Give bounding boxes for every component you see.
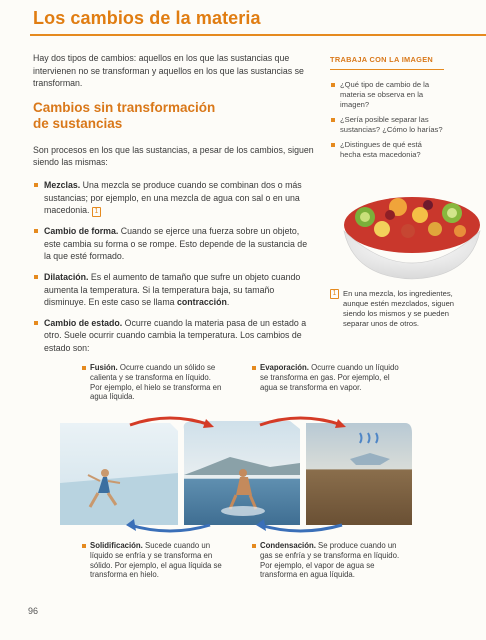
term-mezclas: Mezclas. <box>44 179 81 190</box>
condensacion-label: Condensación. <box>260 541 316 550</box>
sidebar-question: ¿Sería posible separar las sustancias? ¿Cómo lo harías? <box>330 115 444 135</box>
solidificacion-text <box>82 541 228 580</box>
main-text-column <box>33 52 315 363</box>
dry-land-scene <box>306 423 412 525</box>
condensacion-desc: Se produce cuando un gas se enfría y se transforma en líquido. Por ejemplo, el vapor de agua se transforma en agua líquida. <box>260 541 400 580</box>
condensacion-text <box>252 541 406 580</box>
term-contraccion: contracción <box>177 297 227 308</box>
title-bar <box>0 0 486 40</box>
sidebar-heading: TRABAJA CON LA IMAGEN <box>330 55 444 70</box>
evaporacion-text <box>252 363 402 392</box>
fruit-salad-image <box>320 185 486 283</box>
solidificacion-desc: Sucede cuando un líquido se enfría y se transforma en sólido. Por ejemplo, el agua líquida se transforma en hielo. <box>90 541 222 580</box>
states-photo-strip <box>60 413 415 533</box>
text-dilatacion-end: . <box>226 297 230 308</box>
fusion-text <box>82 363 222 402</box>
section-lead: Son procesos en los que las sustancias, a pesar de los cambios, siguen siendo las mismas: <box>33 144 314 168</box>
text-cambio-forma: Cuando se ejerce una fuerza sobre un objeto, este cambia su forma o se rompe. Esto depende de la sustancia de la que esté formado. <box>44 226 308 262</box>
list-item-cambio-forma <box>33 225 315 263</box>
term-dilatacion: Dilatación. <box>44 271 89 282</box>
intro-paragraph: Hay dos tipos de cambios: aquellos en los que las sustancias que intervienen no se transforman y aquellos en los que las sustancias se transforman. <box>33 53 304 89</box>
sidebar-work-with-image <box>330 55 444 165</box>
solidificacion-label: Solidificación. <box>90 541 143 550</box>
arrow-condensacion <box>260 525 342 531</box>
fusion-label: Fusión. <box>90 363 118 372</box>
fusion-desc: Ocurre cuando un sólido se calienta y se transforma en líquido. Por ejemplo, el hielo se transforma en agua líquida. <box>90 363 222 402</box>
list-item-cambio-estado <box>33 317 315 355</box>
section-heading-line2: de sustancias <box>33 115 123 131</box>
text-dilatacion: Es el aumento de tamaño que sufre un objeto cuando aumenta la temperatura. Si la temperatura baja, su tamaño disminuye. En este caso se llama <box>44 271 301 308</box>
arrow-solidificacion <box>130 525 210 531</box>
title-rule <box>30 34 486 36</box>
figure-ref-badge: 1 <box>92 207 101 217</box>
caption-text: En una mezcla, los ingredientes, aunque estén mezclados, siguen siendo los mismos y se pueden separar unos de otros. <box>343 289 455 328</box>
page-title: Los cambios de la materia <box>33 8 261 28</box>
text-cambio-estado: Ocurre cuando la materia pasa de un estado a otro. Suele ocurrir cuando cambia la temperatura. Los cambios de estado son: <box>44 317 307 353</box>
term-cambio-estado: Cambio de estado. <box>44 317 123 328</box>
figure-caption <box>330 289 458 329</box>
sidebar-question: ¿Distingues de qué está hecha esta macedonia? <box>330 140 444 160</box>
term-cambio-forma: Cambio de forma. <box>44 226 119 237</box>
evaporacion-label: Evaporación. <box>260 363 309 372</box>
sidebar-question: ¿Qué tipo de cambio de la materia se observa en la imagen? <box>330 80 444 110</box>
text-mezclas: Una mezcla se produce cuando se combinan dos o más sustancias; por ejemplo, en una mezcla de agua con sal o en una macedonia. <box>44 179 302 216</box>
list-item-mezclas <box>33 179 315 217</box>
evaporacion-desc: Ocurre cuando un líquido se transforma en gas. Por ejemplo, el agua se transforma en vapor. <box>260 363 399 392</box>
page-number: 96 <box>28 606 39 616</box>
states-of-matter-panel <box>60 357 415 589</box>
caption-ref-badge: 1 <box>330 289 339 299</box>
section-heading <box>33 100 315 132</box>
list-item-dilatacion <box>33 271 315 309</box>
section-heading-line1: Cambios sin transformación <box>33 99 216 115</box>
